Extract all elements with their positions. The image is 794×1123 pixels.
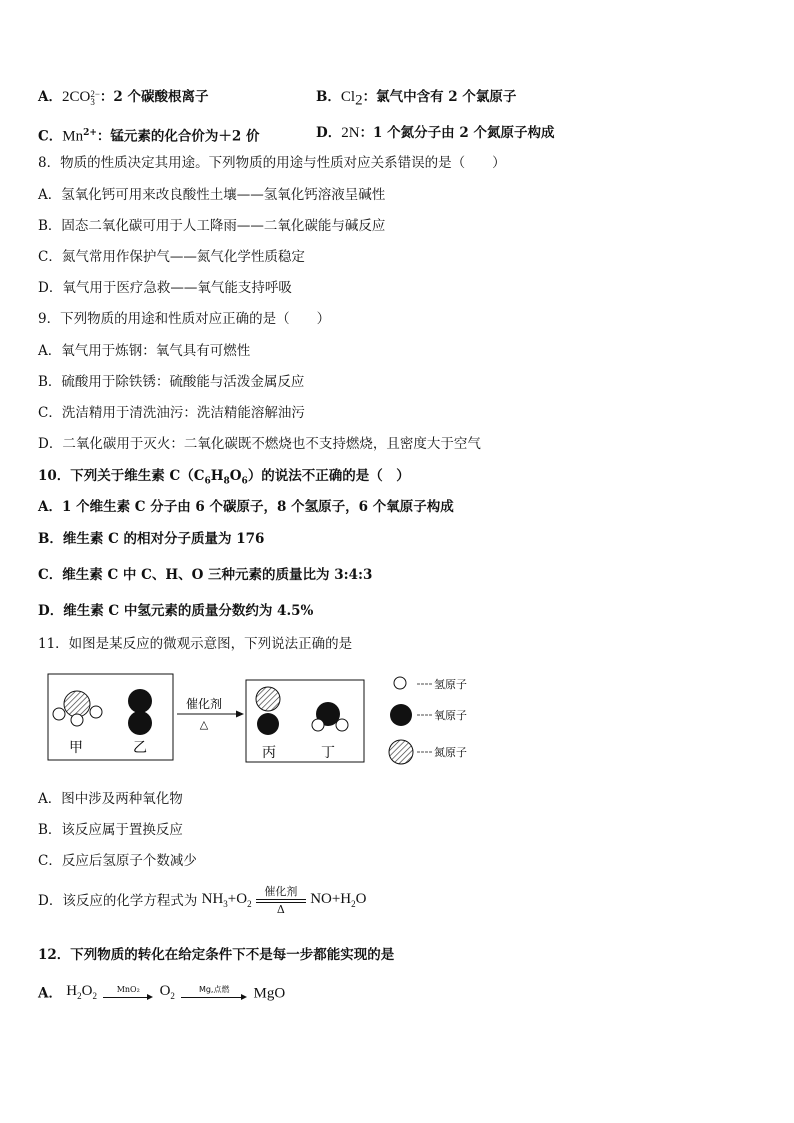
q8-option-c: C．氮气常用作保护气——氮气化学性质稳定	[38, 249, 305, 265]
arrow-head	[236, 711, 244, 718]
label-jia: 甲	[69, 740, 83, 756]
q9-option-a: A．氧气用于炼钢：氧气具有可燃性	[38, 343, 251, 359]
legend-n-label: 氮原子	[434, 746, 467, 759]
legend-o-atom	[390, 704, 412, 726]
o-atom	[257, 713, 279, 735]
q9-option-c: C．洗洁精用于清洗油污：洗洁精能溶解油污	[38, 405, 305, 421]
q11-option-c: C．反应后氢原子个数减少	[38, 853, 197, 869]
q10-stem: 10．下列关于维生素 $C(C_6H_8O_6)$的说法不正确的是（ ）	[38, 468, 410, 487]
q12-option-a: A． $H_2O_2$ MnO₂ $O_2$ Mg,点燃 MgO	[38, 983, 286, 1002]
legend-h-atom	[394, 677, 406, 689]
h-atom	[53, 708, 65, 720]
q9-stem: 9．下列物质的用途和性质对应正确的是（ ）	[38, 311, 331, 327]
catalyst-label: 催化剂	[185, 697, 223, 711]
heat-label: △	[199, 718, 209, 731]
reactants-box	[48, 674, 173, 760]
q10-option-a: A．1 个维生素 C 分子由 6 个碳原子，8 个氢原子，6 个氧原子构成	[38, 499, 454, 515]
reaction-diagram	[40, 664, 500, 776]
n-atom	[256, 687, 280, 711]
h2o-molecule	[312, 702, 348, 731]
q8-stem: 8．物质的性质决定其用途。下列物质的用途与性质对应关系错误的是（ ）	[38, 155, 506, 171]
option-b-line1: B．$Cl_2$：氯气中含有 2 个氯原子	[316, 89, 517, 109]
q8-option-a: A．氢氧化钙可用来改良酸性土壤——氢氧化钙溶液呈碱性	[38, 187, 386, 203]
legend-h-label: 氢原子	[434, 678, 467, 691]
option-c-line2: C．$Mn^{2+}$：锰元素的化合价为＋2 价	[38, 128, 260, 145]
label-ding: 丁	[321, 745, 335, 761]
q8-option-d: D．氧气用于医疗急救——氧气能支持呼吸	[38, 280, 292, 296]
q11-stem: 11．如图是某反应的微观示意图，下列说法正确的是	[38, 636, 353, 652]
q10-option-d: D．维生素 C 中氢元素的质量分数约为 4.5%	[38, 603, 314, 619]
o-atom	[128, 689, 152, 713]
label-bing: 丙	[262, 745, 276, 761]
q11-option-a: A．图中涉及两种氧化物	[38, 791, 183, 807]
h-atom	[90, 706, 102, 718]
nh3-molecule	[53, 691, 102, 726]
h-atom	[71, 714, 83, 726]
o2-molecule	[128, 689, 152, 735]
reaction-condition: 催化剂 Δ	[256, 886, 306, 916]
q9-option-b: B．硫酸用于除铁锈：硫酸能与活泼金属反应	[38, 374, 305, 390]
o-atom	[128, 711, 152, 735]
q9-option-d: D．二氧化碳用于灭火：二氧化碳既不燃烧也不支持燃烧，且密度大于空气	[38, 436, 481, 452]
h-atom	[312, 719, 324, 731]
h-atom	[336, 719, 348, 731]
arrow-mg: Mg,点燃	[181, 985, 247, 1002]
q12-stem: 12．下列物质的转化在给定条件下不是每一步都能实现的是	[38, 947, 395, 963]
option-a-line1: A．2CO 2− 3 ：2 个碳酸根离子	[38, 88, 209, 107]
q10-option-b: B．维生素 C 的相对分子质量为 176	[38, 531, 265, 547]
q11-option-d: D．该反应的化学方程式为 $NH_3+O_2$ 催化剂 Δ $NO+H_2O$	[38, 885, 367, 916]
n-atom	[64, 691, 90, 717]
label-yi: 乙	[133, 740, 147, 756]
q8-option-b: B．固态二氧化碳可用于人工降雨——二氧化碳能与碱反应	[38, 218, 386, 234]
option-d-line2: D．2N：1 个氮分子由 2 个氮原子构成	[316, 125, 555, 141]
arrow-mno2: MnO₂	[103, 985, 153, 1002]
q11-option-b: B．该反应属于置换反应	[38, 822, 183, 838]
q10-option-c: C．维生素 C 中 C、H、O 三种元素的质量比为 3:4:3	[38, 567, 373, 583]
legend-n-atom	[389, 740, 413, 764]
legend-o-label: 氧原子	[434, 709, 467, 722]
no-molecule	[256, 687, 280, 735]
